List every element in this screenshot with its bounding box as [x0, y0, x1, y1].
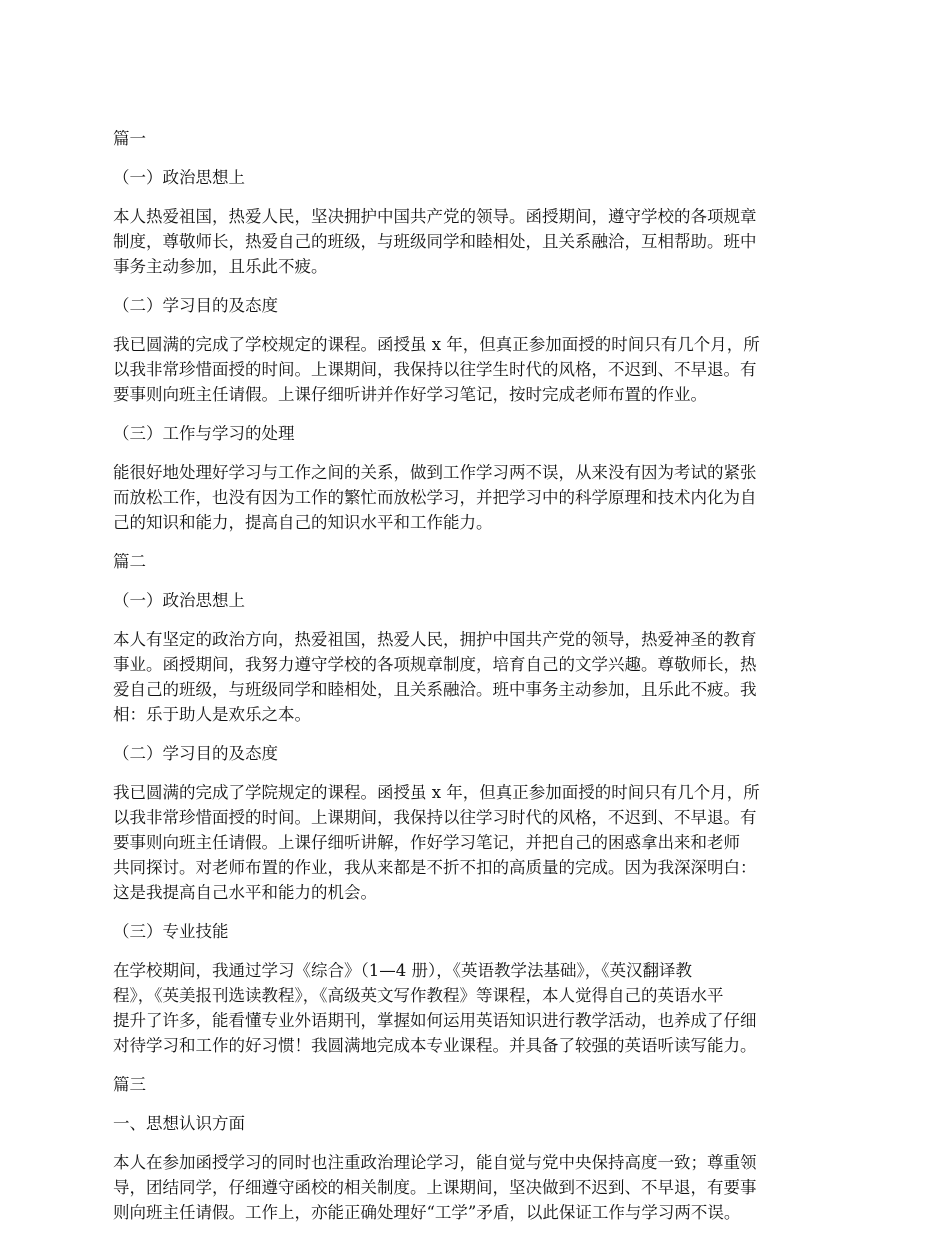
paragraph-line: 以我非常珍惜面授的时间。上课期间，我保持以往学习时代的风格，不迟到、不早退。有: [113, 808, 757, 827]
block-heading: （三）专业技能: [113, 922, 229, 941]
paragraph-line: 要事则向班主任请假。上课仔细听讲解，作好学习笔记，并把自己的困惑拿出来和老师: [113, 833, 740, 852]
paragraph-line: 共同探讨。对老师布置的作业，我从来都是不折不扣的高质量的完成。因为我深深明白：: [113, 858, 757, 877]
block-heading: （三）工作与学习的处理: [113, 424, 295, 443]
paragraph-line: 本人热爱祖国，热爱人民，坚决拥护中国共产党的领导。函授期间，遵守学校的各项规章: [113, 207, 757, 226]
paragraph-line: 事务主动参加，且乐此不疲。: [113, 257, 328, 276]
block-heading: （一）政治思想上: [113, 168, 245, 187]
block-heading: （二）学习目的及态度: [113, 296, 278, 315]
block-heading: （一）政治思想上: [113, 591, 245, 610]
paragraph-line: 要事则向班主任请假。上课仔细听讲并作好学习笔记，按时完成老师布置的作业。: [113, 385, 707, 404]
paragraph-line: 而放松工作，也没有因为工作的繁忙而放松学习，并把学习中的科学原理和技术内化为自: [113, 488, 757, 507]
paragraph: [113, 958, 841, 1058]
paragraph-line: 本人有坚定的政治方向，热爱祖国，热爱人民，拥护中国共产党的领导，热爱神圣的教育: [113, 630, 757, 649]
section-title: 篇一: [113, 129, 146, 148]
block-heading: 一、思想认识方面: [113, 1114, 245, 1133]
section-1: [113, 126, 841, 535]
section-title: 篇三: [113, 1075, 146, 1094]
paragraph: [113, 460, 841, 535]
section-title: 篇二: [113, 552, 146, 571]
paragraph-line: 则向班主任请假。工作上，亦能正确处理好“工学”矛盾，以此保证工作与学习两不误。: [113, 1203, 741, 1222]
paragraph-line: 导，团结同学，仔细遵守函校的相关制度。上课期间，坚决做到不迟到、不早退，有要事: [113, 1178, 757, 1197]
paragraph-line: 在学校期间，我通过学习《综合》（1—4 册），《英语教学法基础》，《英汉翻译教: [113, 961, 692, 980]
paragraph-line: 事业。函授期间，我努力遵守学校的各项规章制度，培育自己的文学兴趣。尊敬师长，热: [113, 655, 757, 674]
paragraph-line: 这是我提高自己水平和能力的机会。: [113, 883, 377, 902]
paragraph: [113, 627, 841, 727]
block-heading: （二）学习目的及态度: [113, 744, 278, 763]
paragraph: [113, 204, 841, 279]
paragraph-line: 以我非常珍惜面授的时间。上课期间，我保持以往学生时代的风格，不迟到、不早退。有: [113, 360, 757, 379]
section-2: [113, 549, 841, 1058]
paragraph-line: 爱自己的班级，与班级同学和睦相处，且关系融洽。班中事务主动参加，且乐此不疲。我: [113, 680, 757, 699]
paragraph: [113, 780, 841, 905]
paragraph-line: 提升了许多，能看懂专业外语期刊，掌握如何运用英语知识进行教学活动，也养成了仔细: [113, 1011, 757, 1030]
paragraph-line: 相：乐于助人是欢乐之本。: [113, 705, 311, 724]
paragraph-line: 能很好地处理好学习与工作之间的关系，做到工作学习两不误，从来没有因为考试的紧张: [113, 463, 757, 482]
paragraph-line: 本人在参加函授学习的同时也注重政治理论学习，能自觉与党中央保持高度一致；尊重领: [113, 1153, 757, 1172]
paragraph: [113, 1150, 841, 1225]
paragraph: [113, 332, 841, 407]
paragraph-line: 对待学习和工作的好习惯！我圆满地完成本专业课程。并具备了较强的英语听读写能力。: [113, 1036, 757, 1055]
paragraph-line: 我已圆满的完成了学院规定的课程。函授虽 x 年，但真正参加面授的时间只有几个月，所: [113, 783, 760, 802]
paragraph-line: 己的知识和能力，提高自己的知识水平和工作能力。: [113, 513, 493, 532]
paragraph-line: 我已圆满的完成了学校规定的课程。函授虽 x 年，但真正参加面授的时间只有几个月，所: [113, 335, 760, 354]
paragraph-line: 程》，《英美报刊选读教程》，《高级英文写作教程》等课程，本人觉得自己的英语水平: [113, 986, 724, 1005]
document-page: [113, 126, 841, 1239]
paragraph-line: 制度，尊敬师长，热爱自己的班级，与班级同学和睦相处，且关系融洽，互相帮助。班中: [113, 232, 757, 251]
section-3: [113, 1072, 841, 1225]
